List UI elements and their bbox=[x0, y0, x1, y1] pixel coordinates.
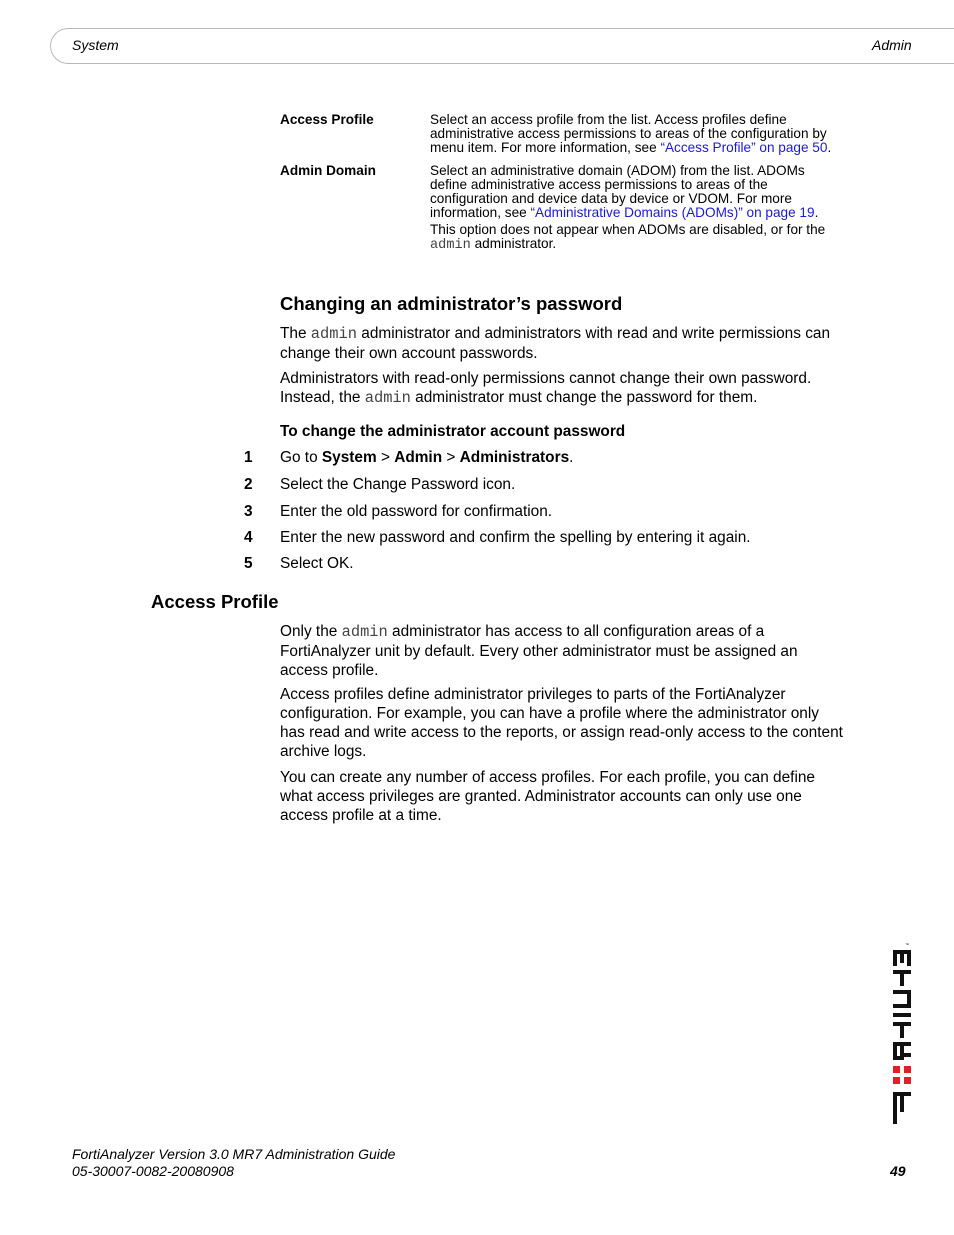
step-number: 3 bbox=[244, 503, 253, 520]
definition-text-end: . bbox=[827, 140, 832, 155]
paragraph-text: Administrators with read-only permissions cannot change their own password. Instead, the bbox=[280, 370, 812, 406]
procedure-title: To change the administrator account password bbox=[280, 423, 626, 440]
fortinet-logo-icon bbox=[893, 942, 911, 1126]
note-text: This option does not appear when ADOMs are disabled, or for the bbox=[430, 222, 826, 237]
header-section-label: System bbox=[72, 37, 119, 53]
paragraph-text: The bbox=[280, 325, 311, 342]
footer-document-title: FortiAnalyzer Version 3.0 MR7 Administration Guide bbox=[72, 1146, 396, 1162]
step-number: 1 bbox=[244, 449, 253, 466]
code-admin: admin bbox=[310, 325, 357, 343]
paragraph-text: administrator and administrators with read and write permissions can change their own account passwords. bbox=[280, 325, 831, 362]
field-definition-table bbox=[280, 113, 840, 253]
definition-text-end: . bbox=[814, 205, 819, 220]
section-heading-access-profile: Access Profile bbox=[151, 591, 279, 612]
definition-description bbox=[430, 164, 840, 253]
page-number: 49 bbox=[890, 1163, 906, 1179]
definition-term: Access Profile bbox=[280, 112, 374, 127]
step-number: 4 bbox=[244, 529, 253, 546]
paragraph bbox=[280, 369, 845, 408]
paragraph bbox=[280, 324, 845, 363]
definition-text: Select an access profile from the list. Access profiles define administrative access permissions to areas of the configuration by menu item. For more information, see bbox=[430, 112, 827, 155]
step-number: 2 bbox=[244, 476, 253, 493]
paragraph bbox=[280, 622, 845, 680]
code-admin: admin bbox=[341, 623, 388, 641]
running-header bbox=[50, 28, 954, 64]
definition-term: Admin Domain bbox=[280, 163, 376, 178]
paragraph-text: Only the bbox=[280, 623, 342, 640]
note-text-end: administrator. bbox=[470, 236, 557, 251]
cross-reference-link[interactable]: “Administrative Domains (ADOMs)” on page 19 bbox=[530, 205, 815, 220]
step-text: Enter the old password for confirmation. bbox=[280, 503, 553, 520]
menu-path-administrators: Administrators bbox=[459, 449, 570, 466]
cross-reference-link[interactable]: “Access Profile” on page 50 bbox=[660, 140, 828, 155]
section-heading-change-password: Changing an administrator’s password bbox=[280, 293, 623, 314]
menu-path-admin: Admin bbox=[394, 449, 443, 466]
page-footer bbox=[72, 1146, 395, 1180]
paragraph-text: administrator must change the password for them. bbox=[410, 389, 758, 406]
code-admin: admin bbox=[364, 389, 411, 407]
menu-path-system: System bbox=[321, 449, 377, 466]
step-text: Enter the new password and confirm the spelling by entering it again. bbox=[280, 529, 751, 546]
definition-text: Select an administrative domain (ADOM) from the list. ADOMs define administrative access permissions to areas of the configuration and device data by device or VDOM. For more information, see bbox=[430, 163, 805, 220]
trademark-mark: ™ bbox=[905, 942, 909, 947]
definition-row-access-profile bbox=[280, 113, 840, 155]
footer-document-number: 05-30007-0082-20080908 bbox=[72, 1163, 234, 1179]
definition-description bbox=[430, 113, 840, 155]
paragraph-text: administrator has access to all configuration areas of a FortiAnalyzer unit by default. Every other administrator must be assigned an access profile. bbox=[280, 623, 798, 679]
step-text: Select OK. bbox=[280, 555, 354, 572]
header-chapter-label: Admin bbox=[872, 37, 912, 53]
paragraph: You can create any number of access profiles. For each profile, you can define what access privileges are granted. Administrator accounts can only use one access profile at a time. bbox=[280, 769, 815, 824]
step-text: Select the Change Password icon. bbox=[280, 476, 516, 493]
paragraph: Access profiles define administrator privileges to parts of the FortiAnalyzer configuration. For example, you can have a profile where the administrator only has read and write access to the reports, or assign read-only access to the content archive logs. bbox=[280, 686, 843, 760]
step-text: Go to System > Admin > Administrators. bbox=[280, 449, 574, 466]
code-admin: admin bbox=[430, 238, 471, 253]
step-number: 5 bbox=[244, 555, 253, 572]
definition-row-admin-domain bbox=[280, 164, 840, 253]
